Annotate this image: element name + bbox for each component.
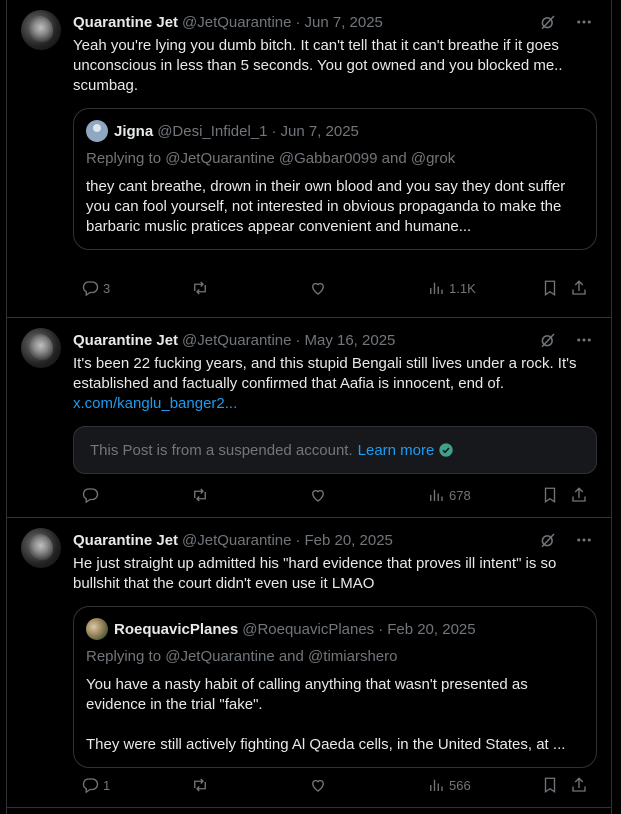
like-button[interactable] [309, 486, 331, 504]
quoted-date: Jun 7, 2025 [280, 122, 359, 140]
bookmark-button[interactable] [541, 279, 559, 297]
tweet-actions [73, 775, 597, 795]
like-icon [309, 486, 327, 504]
share-button[interactable] [570, 486, 588, 504]
tweet[interactable] [7, 0, 611, 318]
avatar[interactable] [21, 328, 61, 368]
more-icon[interactable] [575, 13, 593, 31]
replying-to [86, 647, 584, 667]
share-icon [570, 279, 588, 297]
quoted-author-handle: @Desi_Infidel_1 [157, 122, 268, 140]
quoted-avatar [86, 618, 108, 640]
author-name[interactable]: Quarantine Jet [73, 13, 179, 31]
tweet-date[interactable]: Jun 7, 2025 [304, 13, 383, 31]
repost-icon [191, 776, 209, 794]
views-button[interactable] [427, 776, 471, 794]
quoted-header [86, 119, 584, 143]
share-icon [570, 776, 588, 794]
like-button[interactable] [309, 776, 331, 794]
views-button[interactable] [427, 486, 471, 504]
author-handle[interactable]: @JetQuarantine [182, 331, 292, 349]
separator-dot: · [295, 13, 301, 31]
separator-dot: · [295, 531, 301, 549]
quoted-text [86, 177, 584, 237]
view-count: 1.1K [449, 280, 476, 296]
reply-button[interactable] [81, 486, 103, 504]
views-button[interactable] [427, 279, 476, 297]
replying-handles: @JetQuarantine [165, 648, 275, 665]
replying-and: and [278, 648, 304, 665]
reply-button[interactable] [81, 776, 110, 794]
reply-icon [81, 486, 99, 504]
reply-count: 1 [103, 777, 111, 793]
more-icon[interactable] [575, 531, 593, 549]
learn-more-link[interactable]: Learn more [357, 441, 435, 459]
tweet-header [73, 526, 597, 554]
tweet-date[interactable]: Feb 20, 2025 [304, 531, 393, 549]
repost-button[interactable] [191, 279, 213, 297]
tweet[interactable] [7, 518, 611, 808]
tweet-content [73, 526, 597, 768]
tweet-text: He just straight up admitted his "hard evidence that proves ill intent" is so bullshit that the court didn't even use it LMAO [73, 555, 557, 592]
like-button[interactable] [309, 279, 331, 297]
avatar[interactable] [21, 528, 61, 568]
views-icon [427, 279, 445, 297]
tweet-date[interactable]: May 16, 2025 [304, 331, 396, 349]
tweet-text [73, 354, 597, 414]
repost-button[interactable] [191, 776, 213, 794]
views-icon [427, 776, 445, 794]
reply-icon [81, 279, 99, 297]
timeline [6, 0, 612, 814]
bookmark-button[interactable] [541, 776, 559, 794]
tweet-link[interactable]: x.com/kanglu_banger2... [73, 395, 238, 412]
quoted-header [86, 617, 584, 641]
repost-icon [191, 279, 209, 297]
repost-icon [191, 486, 209, 504]
replying-to [86, 149, 584, 169]
tweet-header [73, 326, 597, 354]
avatar[interactable] [21, 10, 61, 50]
tweet-text-body: It's been 22 fucking years, and this stupid Bengali still lives under a rock. It's established and factually confirmed that Aafia is innocent, end of. [73, 355, 577, 392]
tweet-actions [73, 485, 597, 505]
share-button[interactable] [570, 279, 588, 297]
quoted-author-name: RoequavicPlanes [114, 620, 239, 638]
grok-icon[interactable] [539, 531, 557, 549]
like-icon [309, 279, 327, 297]
share-button[interactable] [570, 776, 588, 794]
verified-check-icon [438, 442, 454, 458]
bookmark-icon [541, 776, 559, 794]
quoted-text-line: they cant breathe, drown in their own blood and you say they dont suffer [86, 178, 566, 195]
bookmark-icon [541, 279, 559, 297]
more-icon[interactable] [575, 331, 593, 349]
tweet-content [73, 8, 597, 250]
author-handle[interactable]: @JetQuarantine [182, 13, 292, 31]
tweet-text: Yeah you're lying you dumb bitch. It can't tell that it can't breathe if it goes unconscious in less than 5 seconds. You got owned and you blocked me.. scumbag. [73, 37, 563, 94]
views-icon [427, 486, 445, 504]
tweet-content [73, 326, 597, 474]
author-handle[interactable]: @JetQuarantine [182, 531, 292, 549]
bookmark-icon [541, 486, 559, 504]
tweet-header [73, 8, 597, 36]
reply-button[interactable] [81, 279, 110, 297]
replying-last-handle: @timiarshero [308, 648, 398, 665]
quoted-tweet[interactable] [73, 108, 597, 250]
quoted-author-handle: @RoequavicPlanes [242, 620, 375, 638]
separator-dot: · [295, 331, 301, 349]
quoted-text-line: you can fool yourself, not interested in obvious propaganda to make the barbaric muslic pratices appear convenient and humane... [86, 198, 562, 235]
separator-dot: · [271, 122, 277, 140]
share-icon [570, 486, 588, 504]
replying-prefix: Replying to [86, 648, 162, 665]
reply-icon [81, 776, 99, 794]
author-name[interactable]: Quarantine Jet [73, 331, 179, 349]
suspended-notice [73, 426, 597, 474]
grok-icon[interactable] [539, 13, 557, 31]
suspended-text: This Post is from a suspended account. [90, 441, 353, 459]
quoted-author-name: Jigna [114, 122, 154, 140]
reply-count: 3 [103, 280, 111, 296]
view-count: 678 [449, 487, 471, 503]
quoted-text-line: You have a nasty habit of calling anything that wasn't presented as evidence in the trial "fake". [86, 676, 528, 713]
view-count: 566 [449, 777, 471, 793]
replying-last-handle: @grok [410, 150, 456, 167]
repost-button[interactable] [191, 486, 213, 504]
tweet[interactable] [7, 318, 611, 518]
like-icon [309, 776, 327, 794]
tweet-actions [73, 278, 597, 298]
quoted-text-line: They were still actively fighting Al Qaeda cells, in the United States, at ... [86, 736, 566, 753]
replying-handles: @JetQuarantine @Gabbar0099 [165, 150, 378, 167]
blank-line [86, 715, 584, 735]
quoted-text [86, 675, 584, 755]
quoted-avatar [86, 120, 108, 142]
separator-dot: · [378, 620, 384, 638]
replying-prefix: Replying to [86, 150, 162, 167]
grok-icon[interactable] [539, 331, 557, 349]
bookmark-button[interactable] [541, 486, 559, 504]
replying-and: and [381, 150, 407, 167]
quoted-date: Feb 20, 2025 [387, 620, 476, 638]
author-name[interactable]: Quarantine Jet [73, 531, 179, 549]
quoted-tweet[interactable] [73, 606, 597, 768]
